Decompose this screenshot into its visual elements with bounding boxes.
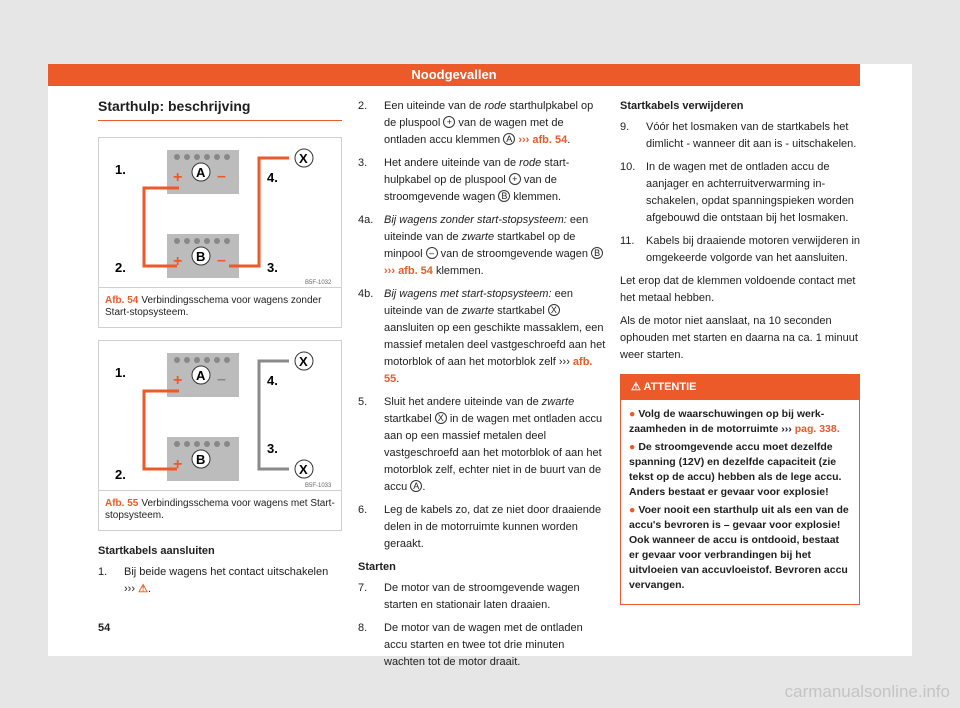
- svg-text:+: +: [173, 253, 183, 270]
- clamp-a-badge: A: [410, 480, 422, 492]
- svg-text:A: A: [196, 368, 206, 383]
- warning-item: ● Volg de waarschuwingen op bij werkzaamheden in de motorruimte ››› pag. 338.: [629, 408, 840, 435]
- svg-text:–: –: [217, 168, 226, 185]
- svg-text:–: –: [217, 252, 226, 269]
- plus-pole-badge: +: [443, 116, 455, 128]
- svg-text:4.: 4.: [267, 170, 278, 185]
- cable-x-badge: X: [548, 304, 560, 316]
- svg-text:B: B: [196, 249, 206, 264]
- clamp-b-badge: B: [591, 247, 603, 259]
- step-11: 11. Kabels bij draaiende motoren verwijderen in omgekeerde volgorde van het aansluiten.: [620, 235, 861, 264]
- section-title: Starthulp: beschrijving: [98, 98, 342, 121]
- paragraph-contact: Let erop dat de klemmen voldoende contact met het metaal hebben.: [620, 275, 856, 304]
- chapter-header: Noodgevallen: [48, 64, 860, 86]
- step-5: 5. Sluit het andere uiteinde van de zwarte startkabel X in de wagen met ontladen accu aan op een massief metalen deel vastgeschroefd aan het motorblok of aan het motorblok zelf, echter niet in de buurt van de accu A .: [358, 396, 603, 493]
- svg-text:4.: 4.: [267, 373, 278, 388]
- warning-item: ● De stroomgevende accu moet dezelfde spanning (12V) en dezelfde capaciteit (zie tekst op de accu) hebben als de lege accu. Anders bestaat er gevaar voor explosie!: [629, 441, 842, 498]
- step-1: 1. Bij beide wagens het contact uitschakelen ››› ⚠.: [98, 566, 329, 595]
- figure-link[interactable]: afb. 54: [398, 265, 433, 277]
- column-left: [98, 98, 342, 604]
- warning-item: ● Voer nooit een starthulp uit als een van de accu's bevroren is – gevaar voor explosie! Ook wanneer de accu is ontdooid, bestaat er gevaar voor verbrandingen bij het uitvloeien van accuvloeistof. Bevroren accu vervangen.: [629, 504, 849, 591]
- svg-text:2.: 2.: [115, 467, 126, 482]
- watermark: carmanualsonline.info: [784, 682, 950, 701]
- warning-body: [621, 400, 859, 604]
- svg-text:1.: 1.: [115, 162, 126, 177]
- column-right: [620, 98, 860, 605]
- column-middle: [358, 98, 606, 677]
- svg-text:3.: 3.: [267, 260, 278, 275]
- figure-54-diagram: [99, 138, 341, 288]
- clamp-b-badge: B: [498, 190, 510, 202]
- warning-header: ⚠ ATTENTIE: [621, 375, 859, 400]
- svg-text:2.: 2.: [115, 260, 126, 275]
- figure-55: [98, 340, 342, 531]
- wiring-diagram-54: [99, 138, 341, 288]
- step-6: 6. Leg de kabels zo, dat ze niet door draaiende delen in de motorruimte kunnen worden geraakt.: [358, 504, 602, 550]
- page-link[interactable]: pag. 338.: [794, 423, 840, 435]
- step-3: 3. Het andere uiteinde van de rode starthulpkabel op de pluspool + van de stroomgevende wagen B klemmen.: [358, 157, 570, 203]
- figure-54: [98, 137, 342, 328]
- svg-text:X: X: [299, 354, 308, 369]
- svg-text:X: X: [299, 462, 308, 477]
- start-title: Starten: [358, 561, 396, 573]
- remove-title: Startkabels verwijderen: [620, 100, 744, 112]
- svg-text:A: A: [196, 165, 206, 180]
- connect-title: Startkabels aansluiten: [98, 545, 215, 557]
- cable-x-badge: X: [435, 412, 447, 424]
- svg-text:+: +: [173, 456, 183, 473]
- figure-54-caption: Afb. 54 Verbindingsschema voor wagens zonder Start-stopsysteem.: [105, 295, 322, 318]
- page-number: 54: [98, 622, 111, 634]
- step-9: 9. Vóór het losmaken van de startkabels het dimlicht - wanneer dit aan is - uitschakelen.: [620, 121, 857, 150]
- figure-55-diagram: [99, 341, 341, 491]
- svg-text:B: B: [196, 452, 206, 467]
- svg-text:1.: 1.: [115, 365, 126, 380]
- figure-link[interactable]: afb. 55: [384, 356, 593, 385]
- step-10: 10. In de wagen met de ontladen accu de aanjager en achterruitverwarming inschakelen, opdat spanningspieken worden afgebouwd die ontstaan bij het losmaken.: [620, 161, 854, 224]
- step-2: 2. Een uiteinde van de rode starthulpkabel op de pluspool + van de wagen met de ontladen accu klemmen A ››› afb. 54.: [358, 100, 594, 146]
- wiring-diagram-55: [99, 341, 341, 491]
- svg-text:X: X: [299, 151, 308, 166]
- clamp-a-badge: A: [503, 133, 515, 145]
- warning-box: [620, 374, 860, 605]
- svg-text:3.: 3.: [267, 441, 278, 456]
- paragraph-retry: Als de motor niet aanslaat, na 10 seconden ophouden met starten en daarna na ca. 1 minuut weer starten.: [620, 315, 858, 361]
- warning-triangle-icon[interactable]: ⚠: [138, 583, 148, 595]
- step-8: 8. De motor van de wagen met de ontladen accu starten en twee tot drie minuten wachten tot de motor draait.: [358, 622, 583, 668]
- figure-55-caption: Afb. 55 Verbindingsschema voor wagens met Start-stopsysteem.: [105, 498, 335, 521]
- svg-text:+: +: [173, 169, 183, 186]
- minus-pole-badge: –: [426, 247, 438, 259]
- plus-pole-badge: +: [509, 173, 521, 185]
- svg-text:B5F-1033: B5F-1033: [305, 483, 332, 489]
- svg-text:+: +: [173, 372, 183, 389]
- step-4a: 4a. Bij wagens zonder start-stopsysteem: een uiteinde van de zwarte startkabel op de minpool – van de stroomgevende wagen B ››› afb. 54 klemmen.: [358, 212, 606, 280]
- figure-link[interactable]: afb. 54: [532, 134, 568, 146]
- svg-text:–: –: [217, 371, 226, 388]
- step-7: 7. De motor van de stroomgevende wagen starten en stationair laten draaien.: [358, 582, 580, 611]
- warning-triangle-icon: ⚠: [631, 381, 641, 393]
- svg-text:B5F-1032: B5F-1032: [305, 280, 332, 286]
- step-4b: 4b. Bij wagens met start-stopsysteem: een uiteinde van de zwarte startkabel X aansluiten op een geschikte massaklem, een massief metalen deel vastgeschroefd aan het motorblok of aan het motorblok zelf ››› afb. 55.: [358, 288, 606, 385]
